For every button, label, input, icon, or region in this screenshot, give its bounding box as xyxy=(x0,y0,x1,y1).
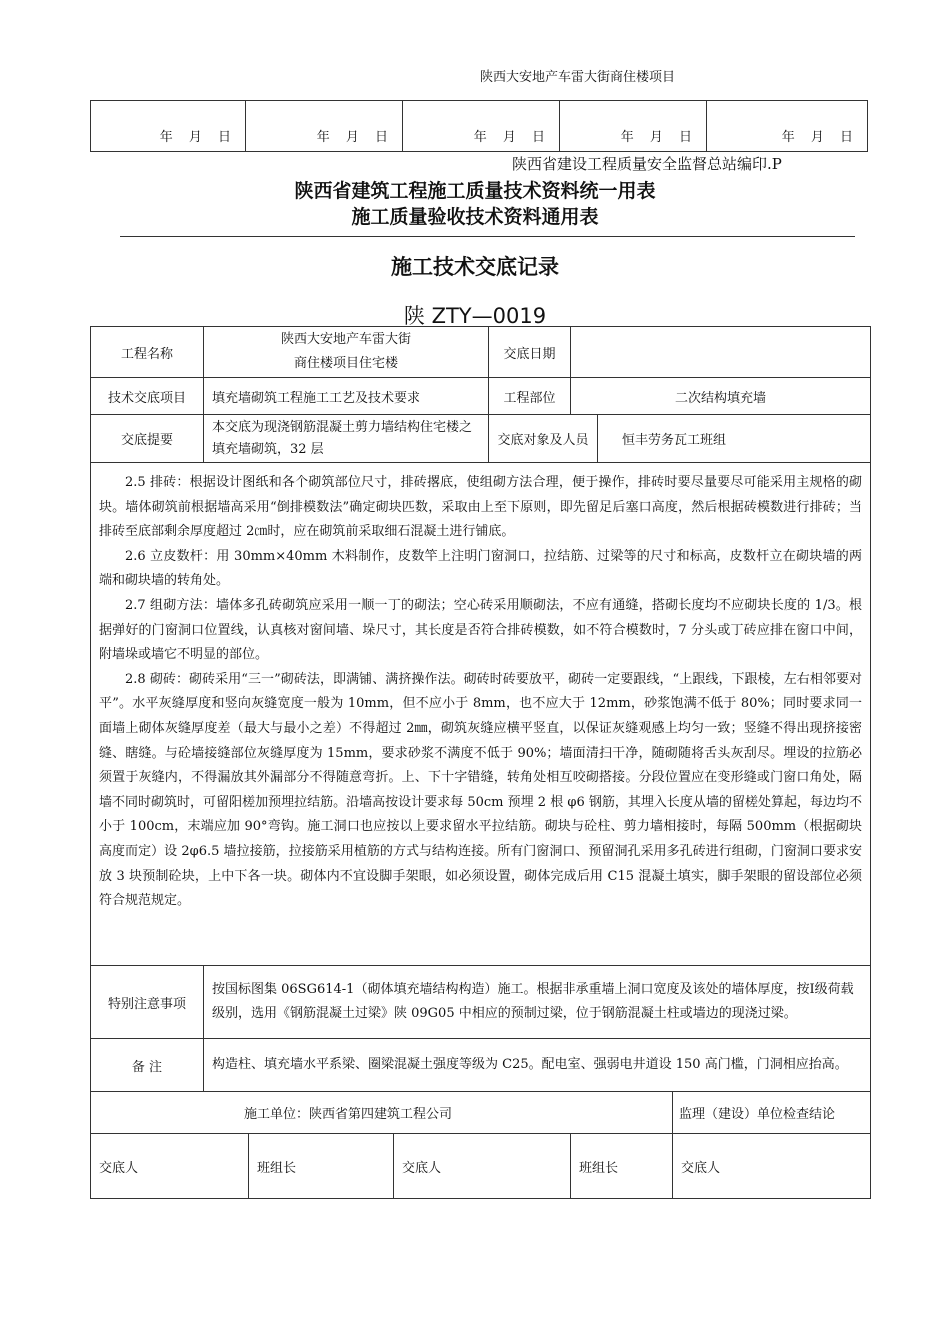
team-leader-label: 班组长 xyxy=(249,1134,394,1199)
remarks-value: 构造柱、填充墙水平系梁、圈梁混凝土强度等级为 C25。配电室、强弱电井道设 150 高门槛，门洞相应抬高。 xyxy=(204,1039,871,1092)
editor-note: 陕西省建设工程质量安全监督总站编印.P xyxy=(512,155,782,173)
body-paragraph: 2.6 立皮数杆：用 30mm×40mm 木料制作，皮数竿上注明门窗洞口，拉结筋、过梁等的尺寸和标高，皮数杆立在砌块墙的两端和砌块墙的转角处。 xyxy=(99,548,863,589)
signature-date: 年 月 日 xyxy=(707,101,868,152)
summary-label: 交底提要 xyxy=(91,415,204,463)
signature-date: 年 月 日 xyxy=(560,101,707,152)
signature-date: 年 月 日 xyxy=(403,101,560,152)
discloser-label: 交底人 xyxy=(673,1134,871,1199)
form-code: 陕 ZTY—0019 xyxy=(403,304,547,328)
location-value: 二次结构填充墙 xyxy=(571,378,871,415)
target-value: 恒丰劳务瓦工班组 xyxy=(598,415,871,463)
disclosure-body xyxy=(91,463,871,966)
signature-date: 年 月 日 xyxy=(246,101,403,152)
supervision-conclusion-label: 监理（建设）单位检查结论 xyxy=(673,1092,871,1134)
body-paragraph: 2.8 砌砖：砌砖采用“三一”砌砖法，即满铺、满挤操作法。砌砖时砖要放平，砌砖一定要跟线，“上跟线，下跟棱，左右相邻要对平”。水平灰缝厚度和竖向灰缝宽度一般为 10mm，但不应小于 8mm，也不应大于 12mm，砂浆饱满不低于 80%；同时要求同一面墙上砌体灰缝厚度差（最大与最小之差）不得超过 2㎜，砌筑灰缝应横平竖直，以保证灰缝观感上均匀一致；竖缝不得出现挤接密缝、瞎缝。与砼墙接缝部位灰缝厚度为 15mm，要求砂浆不满度不低于 90%；墙面清扫干净，随砌随将舌头灰刮尽。埋设的拉筋必须置于灰缝内，不得漏放其外漏部分不得随意弯折。上、下十字错缝，转角处相互咬砌搭接。分段位置应在变形缝或门窗口角处，隔墙不同时砌筑时，可留阳槎加预埋拉结筋。沿墙高按设计要求每 50cm 预埋 2 根 φ6 钢筋，其埋入长度从墙的留槎处算起，每边均不小于 100cm，末端应加 90°弯钩。施工洞口也应按以上要求留水平拉结筋。砌块与砼柱、剪力墙相接时，每隔 500mm（根据砌块高度而定）设 2φ6.5 墙拉接筋，拉接筋采用植筋的方式与结构连接。所有门窗洞口、预留洞孔采用多孔砖进行组砌，门窗洞口要求安放 3 块预制砼块，上中下各一块。砌体内不宜设脚手架眼，如必须设置，砌体完成后用 C15 混凝土填实，脚手架眼的留设部位必须符合规范规定。 xyxy=(99,671,863,909)
remarks-label: 备 注 xyxy=(91,1039,204,1092)
title-divider xyxy=(120,236,855,237)
construction-unit: 施工单位：陕西省第四建筑工程公司 xyxy=(91,1092,673,1134)
location-label: 工程部位 xyxy=(489,378,571,415)
title-line-1: 陕西省建筑工程施工质量技术资料统一用表 xyxy=(294,180,656,202)
team-leader-label: 班组长 xyxy=(571,1134,673,1199)
date-value xyxy=(571,327,871,378)
disclosure-table xyxy=(90,326,871,1199)
body-paragraph: 2.5 排砖：根据设计图纸和各个砌筑部位尺寸，排砖撂底，使组砌方法合理，便于操作，排砖时要尽量要尽可能采用主规格的砌块。墙体砌筑前根据墙高采用“倒排模数法”确定砌块匹数，采取由上至下原则，即先留足后塞口高度，然后根据砖模数进行排砖；当排砖至底部剩余厚度超过 2㎝时，应在砌筑前采取细石混凝土进行铺底。 xyxy=(99,475,863,540)
discloser-label: 交底人 xyxy=(394,1134,571,1199)
title-line-2: 施工质量验收技术资料通用表 xyxy=(351,206,599,228)
item-label: 技术交底项目 xyxy=(91,378,204,415)
body-paragraph: 2.7 组砌方法：墙体多孔砖砌筑应采用一顺一丁的砌法；空心砖采用顺砌法，不应有通缝，搭砌长度均不应砌块长度的 1/3。根据弹好的门窗洞口位置线，认真核对窗间墙、垛尺寸，其长度是否符合排砖模数，如不符合模数时，7 分头或丁砖应排在窗口中间，附墙垛或墙它不明显的部位。 xyxy=(99,597,863,663)
summary-value: 本交底为现浇钢筋混凝土剪力墙结构住宅楼之填充墙砌筑，32 层 xyxy=(204,415,489,463)
signature-date-table xyxy=(90,100,868,152)
project-name-line-2: 商住楼项目住宅楼 xyxy=(294,356,399,371)
signature-date: 年 月 日 xyxy=(91,101,246,152)
item-value: 填充墙砌筑工程施工工艺及技术要求 xyxy=(204,378,489,415)
header-project-name: 陕西大安地产车雷大街商住楼项目 xyxy=(480,70,676,85)
target-label: 交底对象及人员 xyxy=(489,415,598,463)
project-name-value xyxy=(204,327,489,378)
discloser-label: 交底人 xyxy=(91,1134,249,1199)
project-name-line-1: 陕西大安地产车雷大街 xyxy=(281,332,412,347)
special-notes-value: 按国标图集 06SG614-1（砌体填充墙结构构造）施工。根据非承重墙上洞口宽度及该处的墙体厚度，按Ⅰ级荷载级别，选用《钢筋混凝土过梁》陕 09G05 中相应的预制过梁，位于钢筋混凝土柱或墙边的现浇过梁。 xyxy=(204,966,871,1039)
date-label: 交底日期 xyxy=(489,327,571,378)
record-title: 施工技术交底记录 xyxy=(391,255,559,279)
project-name-label: 工程名称 xyxy=(91,327,204,378)
special-notes-label: 特别注意事项 xyxy=(91,966,204,1039)
